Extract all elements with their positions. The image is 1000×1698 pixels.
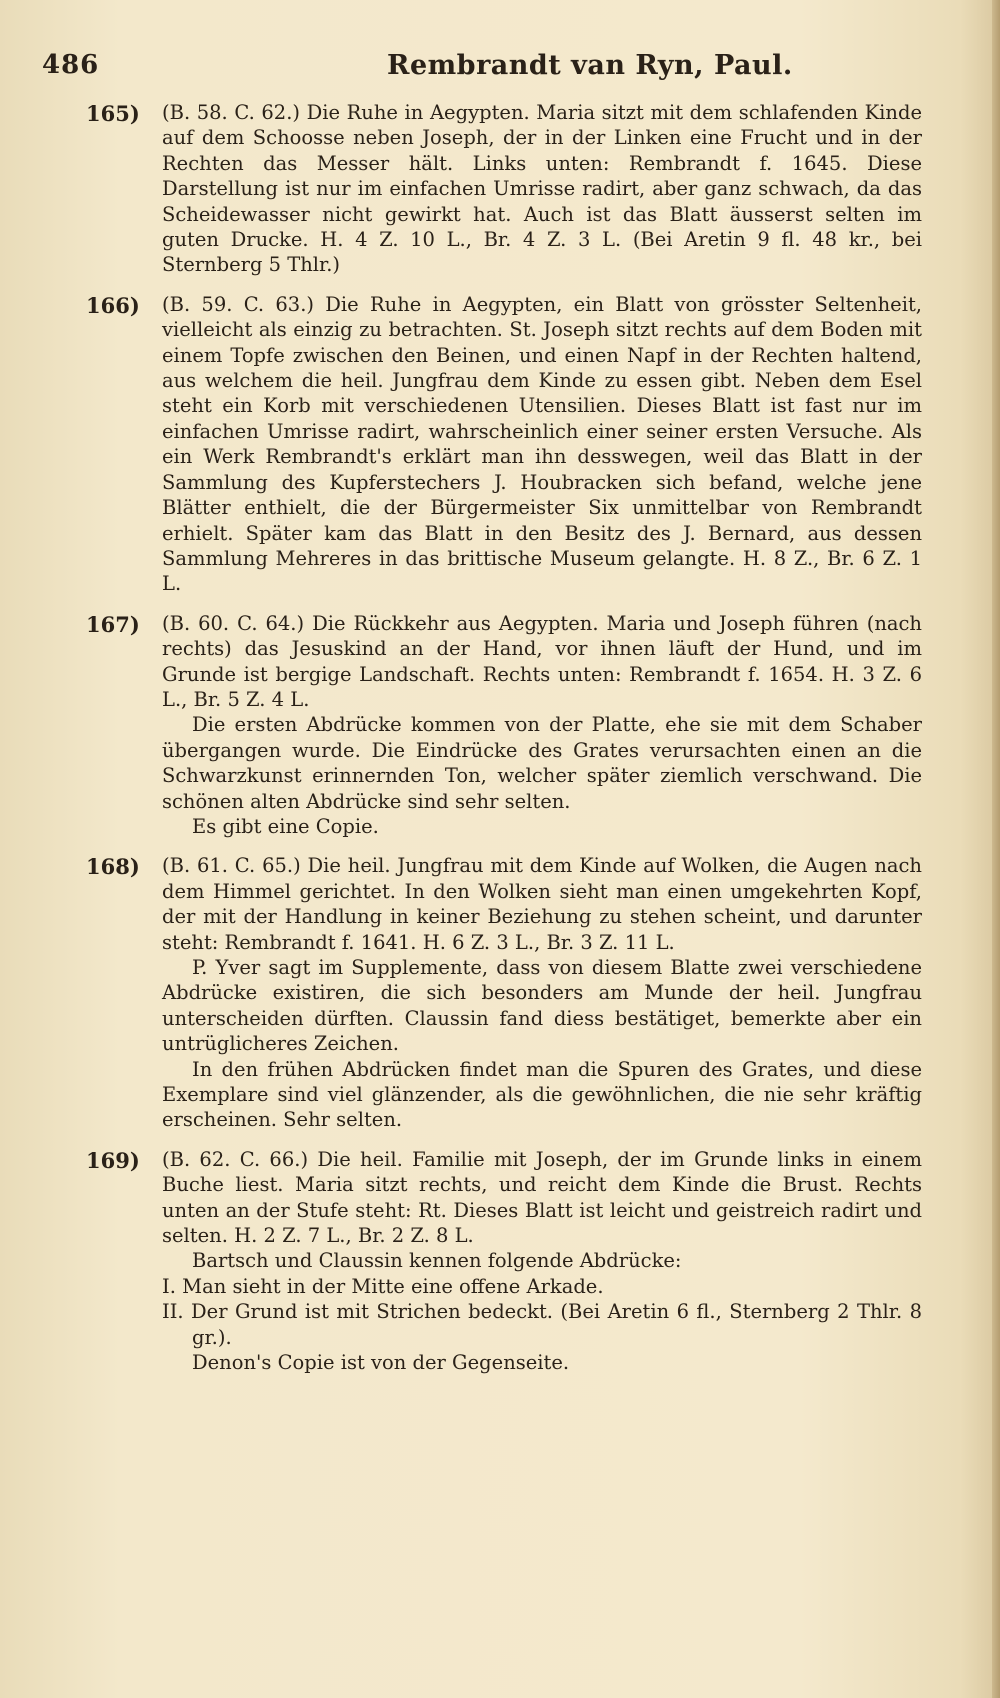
entry-paragraph: Es gibt eine Copie.	[192, 814, 379, 838]
impression-list-item: I. Man sieht in der Mitte eine offene Arkade.	[162, 1274, 604, 1298]
entry-paragraph: Die ersten Abdrücke kommen von der Platte, ehe sie mit dem Schaber übergangen wurde. Die Eindrücke des Grates verursachten einen an die Schwarzkunst erinnernden Ton, welcher später ziemlich verschwand. Die schönen alten Abdrücke sind sehr selten.	[162, 713, 922, 813]
page-edge	[992, 0, 1000, 1698]
page-header	[42, 50, 942, 90]
running-head: Rembrandt van Ryn, Paul.	[387, 50, 793, 81]
catalog-entry-167	[86, 611, 922, 840]
page-number: 486	[42, 50, 100, 80]
entry-number: 166)	[86, 292, 140, 318]
entry-paragraph: In den frühen Abdrücken findet man die Spuren des Grates, und diese Exemplare sind viel glänzender, als die gewöhnlichen, die nie sehr kräftig erscheinen. Sehr selten.	[162, 1057, 922, 1132]
page-content	[86, 100, 922, 1390]
entry-paragraph: (B. 60. C. 64.) Die Rückkehr aus Aegypten. Maria und Joseph führen (nach rechts) das Jesuskind an der Hand, vor ihnen läuft der Hund, und im Grunde ist bergige Landschaft. Rechts unten: Rembrandt f. 1654. H. 3 Z. 6 L., Br. 5 Z. 4 L.	[162, 611, 922, 711]
entry-number: 168)	[86, 854, 140, 880]
entry-number: 169)	[86, 1147, 140, 1173]
entry-paragraph: (B. 62. C. 66.) Die heil. Familie mit Joseph, der im Grunde links in einem Buche liest. Maria sitzt rechts, und reicht dem Kinde die Brust. Rechts unten an der Stufe steht: Rt. Dieses Blatt ist leicht und geistreich radirt und selten. H. 2 Z. 7 L., Br. 2 Z. 8 L.	[162, 1147, 922, 1248]
entry-number: 165)	[86, 101, 140, 126]
entry-paragraph: (B. 61. C. 65.) Die heil. Jungfrau mit dem Kinde auf Wolken, die Augen nach dem Himmel gerichtet. In den Wolken sieht man einen umgekehrten Kopf, der mit der Handlung in keiner Beziehung zu stehen scheint, und darunter steht: Rembrandt f. 1641. H. 6 Z. 3 L., Br. 3 Z. 11 L.	[162, 854, 922, 954]
entry-paragraph: (B. 58. C. 62.) Die Ruhe in Aegypten. Maria sitzt mit dem schlafenden Kinde auf dem Schoosse neben Joseph, der in der Linken eine Frucht und in der Rechten das Messer hält. Links unten: Rembrandt f. 1645. Diese Darstellung ist nur im einfachen Umrisse radirt, aber ganz schwach, da das Scheidewasser nicht gewirkt hat. Auch ist das Blatt äusserst selten im guten Drucke. H. 4 Z. 10 L., Br. 4 Z. 3 L. (Bei Aretin 9 fl. 48 kr., bei Sternberg 5 Thlr.)	[162, 101, 922, 277]
entry-paragraph: (B. 59. C. 63.) Die Ruhe in Aegypten, ein Blatt von grösster Seltenheit, vielleicht als einzig zu betrachten. St. Joseph sitzt rechts auf dem Boden mit einem Topfe zwischen den Beinen, und einen Napf in der Rechten haltend, aus welchem die heil. Jungfrau dem Kinde zu essen gibt. Neben dem Esel steht ein Korb mit verschiedenen Utensilien. Dieses Blatt ist fast nur im einfachen Umrisse radirt, wahrscheinlich einer seiner ersten Versuche. Als ein Werk Rembrandt's erklärt man ihn desswegen, weil das Blatt in der Sammlung des Kupferstechers J. Houbracken sich befand, welche jene Blätter enthielt, die der Bürgermeister Six unmittelbar von Rembrandt erhielt. Später kam das Blatt in den Besitz des J. Bernard, aus dessen Sammlung Mehreres in das brittische Museum gelangte. H. 8 Z., Br. 6 Z. 1 L.	[162, 292, 922, 596]
entry-number: 167)	[86, 611, 140, 637]
catalog-entry-169	[86, 1147, 922, 1376]
catalog-entry-165	[86, 100, 922, 278]
catalog-entry-166	[86, 292, 922, 597]
entry-paragraph: P. Yver sagt im Supplemente, dass von diesem Blatte zwei verschiedene Abdrücke existiren, die sich besonders am Munde der heil. Jungfrau unterscheiden dürften. Claussin fand diess bestätiget, bemerkte aber ein untrüglicheres Zeichen.	[162, 956, 922, 1056]
entry-paragraph: Denon's Copie ist von der Gegenseite.	[192, 1351, 570, 1375]
entry-paragraph: Bartsch und Claussin kennen folgende Abdrücke:	[192, 1249, 682, 1273]
impression-list-item: II. Der Grund ist mit Strichen bedeckt. (Bei Aretin 6 fl., Sternberg 2 Thlr. 8 gr.).	[162, 1300, 922, 1349]
catalog-entry-168	[86, 853, 922, 1132]
